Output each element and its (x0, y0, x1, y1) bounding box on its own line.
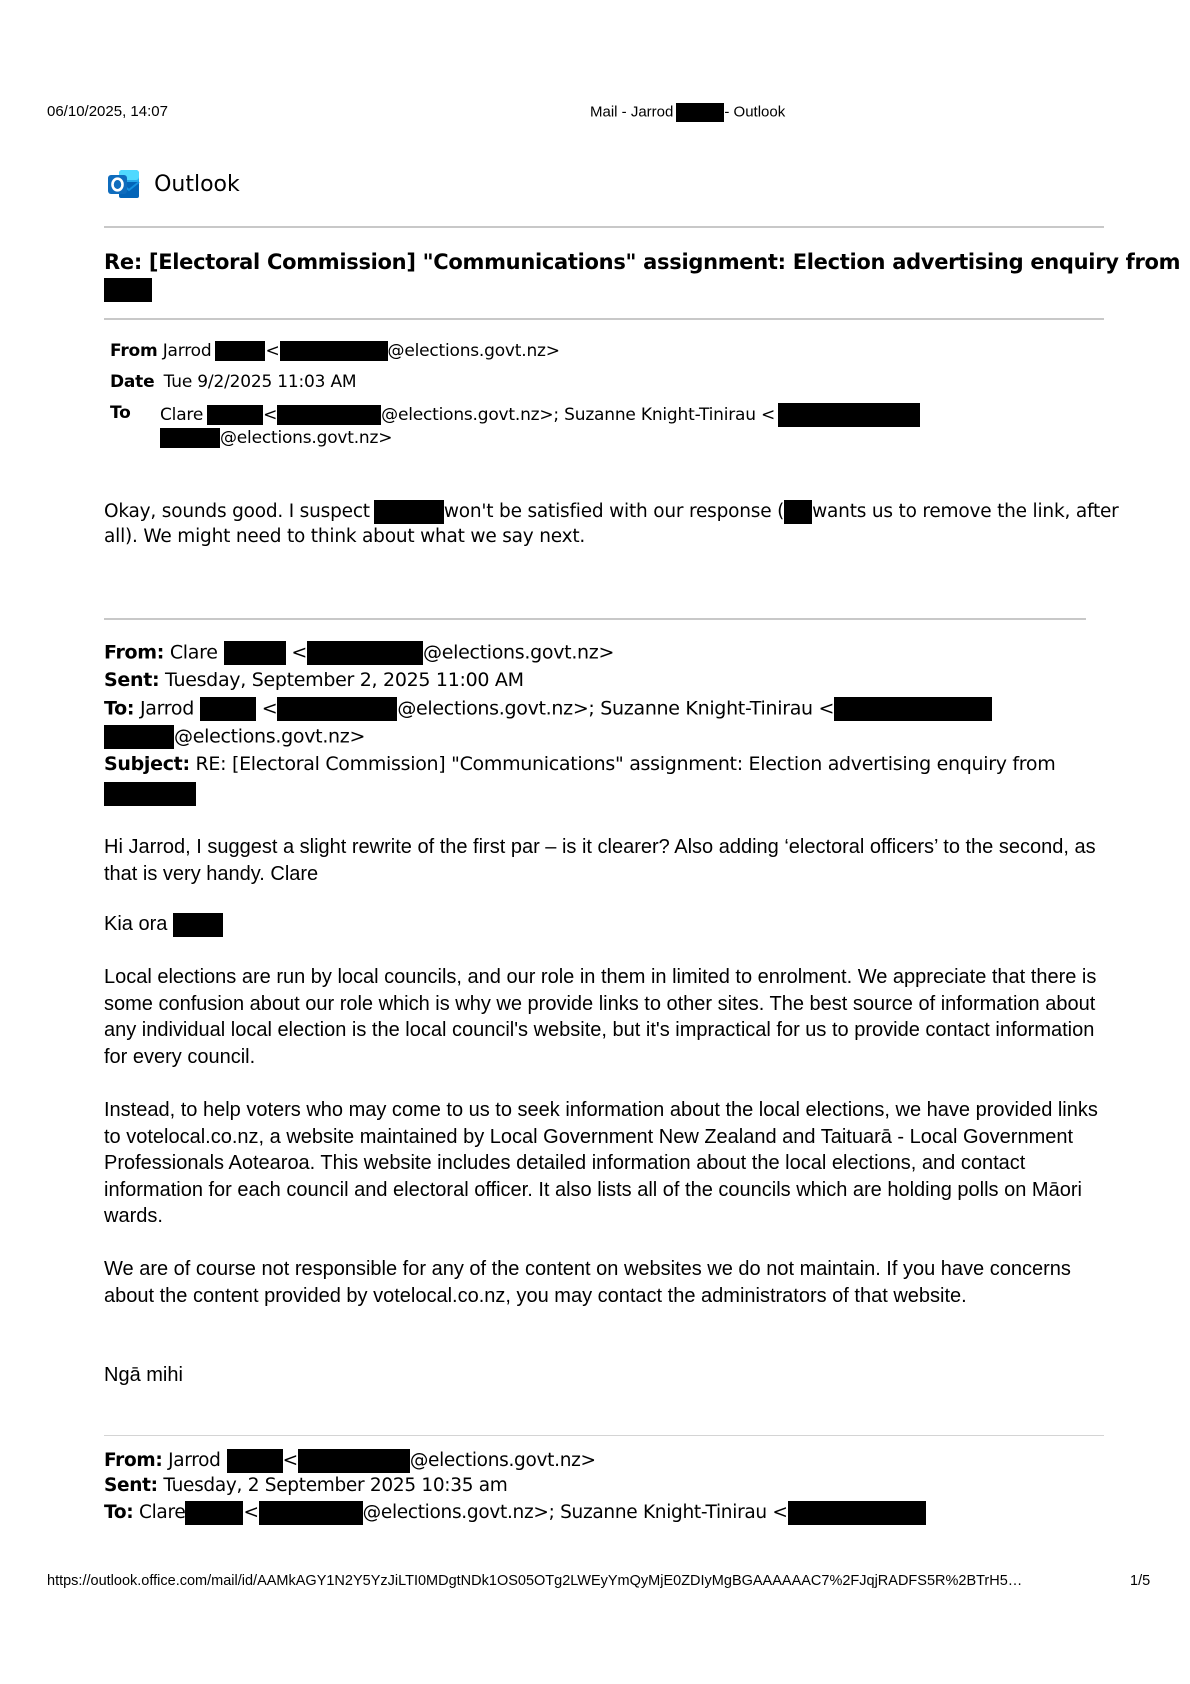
quoted2-sent-row: Sent: Tuesday, 2 September 2025 10:35 am (104, 1475, 508, 1496)
outlook-logo-icon (107, 168, 141, 200)
redaction (173, 913, 223, 937)
from-row: From Jarrod < @elections.govt.nz> (110, 341, 560, 361)
quoted-greeting: Kia ora (104, 911, 223, 938)
from-label: From (110, 341, 158, 361)
redaction (778, 403, 920, 427)
divider (104, 318, 1104, 320)
to-email-2: @elections.govt.nz> (220, 428, 393, 448)
redaction (200, 697, 256, 721)
redaction (104, 725, 174, 749)
redaction (784, 500, 812, 524)
email-subject-text: Re: [Electoral Commission] "Communications" assignment: Election advertising enquiry from (104, 250, 1181, 274)
email-body-line2: all). We might need to think about what we say next. (104, 526, 586, 547)
app-name: Outlook (154, 171, 240, 197)
divider (104, 618, 1086, 620)
divider (104, 1435, 1104, 1436)
to-label: To (110, 403, 131, 423)
to-email-1: @elections.govt.nz>; (381, 405, 559, 425)
quoted-from-row: From: Clare < @elections.govt.nz> (104, 641, 615, 664)
redaction (834, 697, 992, 721)
redaction (104, 278, 152, 302)
redaction (280, 341, 388, 361)
quoted2-from-row: From: Jarrod < @elections.govt.nz> (104, 1450, 596, 1471)
redaction (676, 103, 724, 122)
print-title-prefix: Mail - Jarrod (590, 103, 674, 121)
quoted2-to-row: To: Clare < @elections.govt.nz>; Suzanne Knight-Tinirau < (104, 1501, 926, 1525)
quoted-para-3: We are of course not responsible for any of the content on websites we do not maintain. If you have concerns about the content provided by votelocal.co.nz, you may contact the administrators of that website. (104, 1258, 1071, 1307)
redaction (788, 1501, 926, 1525)
redaction (104, 782, 196, 806)
redaction (259, 1501, 363, 1525)
to-row-cont (160, 428, 392, 448)
quoted-to-row-cont: @elections.govt.nz> (104, 725, 365, 749)
quoted-sent-row: Sent: Tuesday, September 2, 2025 11:00 AM (104, 669, 524, 691)
redaction (185, 1501, 243, 1525)
print-url: https://outlook.office.com/mail/id/AAMkAGY1N2Y5YzJiLTI0MDgtNDk1OS05OTg2LWEyYmQyMjE0ZDIyMgBGAAAAAAC7%2FJqjRADFS5R%2BTrH5… (47, 1573, 1023, 1589)
date-row (110, 372, 356, 392)
to-name-2: Suzanne Knight-Tinirau (564, 405, 756, 425)
redaction (160, 428, 220, 448)
from-name: Jarrod (162, 341, 212, 361)
redaction (298, 1449, 410, 1473)
redaction (227, 1449, 283, 1473)
redaction (224, 641, 286, 665)
quoted-para-2: Instead, to help voters who may come to us to seek information about the local elections, we have provided links to votelocal.co.nz, a website maintained by Local Government New Zealand and Taituarā - Local Government Professionals Aotearoa. This website includes detailed information about the local elections, and contact information for each council and electoral officer. It also lists all of the councils which are holding polls on Māori wards. (104, 1099, 1098, 1227)
app-brand (107, 168, 240, 200)
email-subject (104, 249, 1190, 277)
redaction (374, 500, 444, 524)
redaction (215, 341, 265, 361)
quoted-subject-row: Subject: RE: [Electoral Commission] "Communications" assignment: Election advertising enquiry from (104, 753, 1056, 775)
quoted-signoff: Ngā mihi (104, 1364, 183, 1386)
print-page-number: 1/5 (1130, 1573, 1151, 1589)
quoted-intro: Hi Jarrod, I suggest a slight rewrite of the first par – is it clearer? Also adding ‘electoral officers’ to the second, as that is very handy. Clare (104, 836, 1096, 885)
quoted-para-1: Local elections are run by local councils, and our role in them in limited to enrolment. We appreciate that there is some confusion about our role which is why we provide links to other sites. The best source of information about any individual local election is the local council's website, but it's impractical for us to provide contact information for every council. (104, 966, 1097, 1068)
redaction (277, 697, 397, 721)
print-timestamp: 06/10/2025, 14:07 (47, 103, 168, 120)
redaction (207, 405, 263, 425)
date-value: Tue 9/2/2025 11:03 AM (163, 372, 357, 392)
email-body-line1: Okay, sounds good. I suspect won't be satisfied with our response ( wants us to remove the link, after (104, 501, 1119, 522)
print-page-title (590, 103, 785, 122)
divider (104, 226, 1104, 228)
redaction (307, 641, 423, 665)
from-email: @elections.govt.nz> (387, 341, 560, 361)
print-title-suffix: - Outlook (724, 103, 786, 121)
redaction (277, 405, 381, 425)
to-name-1: Clare (160, 405, 204, 425)
date-label: Date (110, 372, 155, 392)
to-row: Clare < @elections.govt.nz>; Suzanne Knight-Tinirau < (160, 403, 920, 427)
quoted-to-row: To: Jarrod < @elections.govt.nz>; Suzanne Knight-Tinirau < (104, 697, 992, 721)
